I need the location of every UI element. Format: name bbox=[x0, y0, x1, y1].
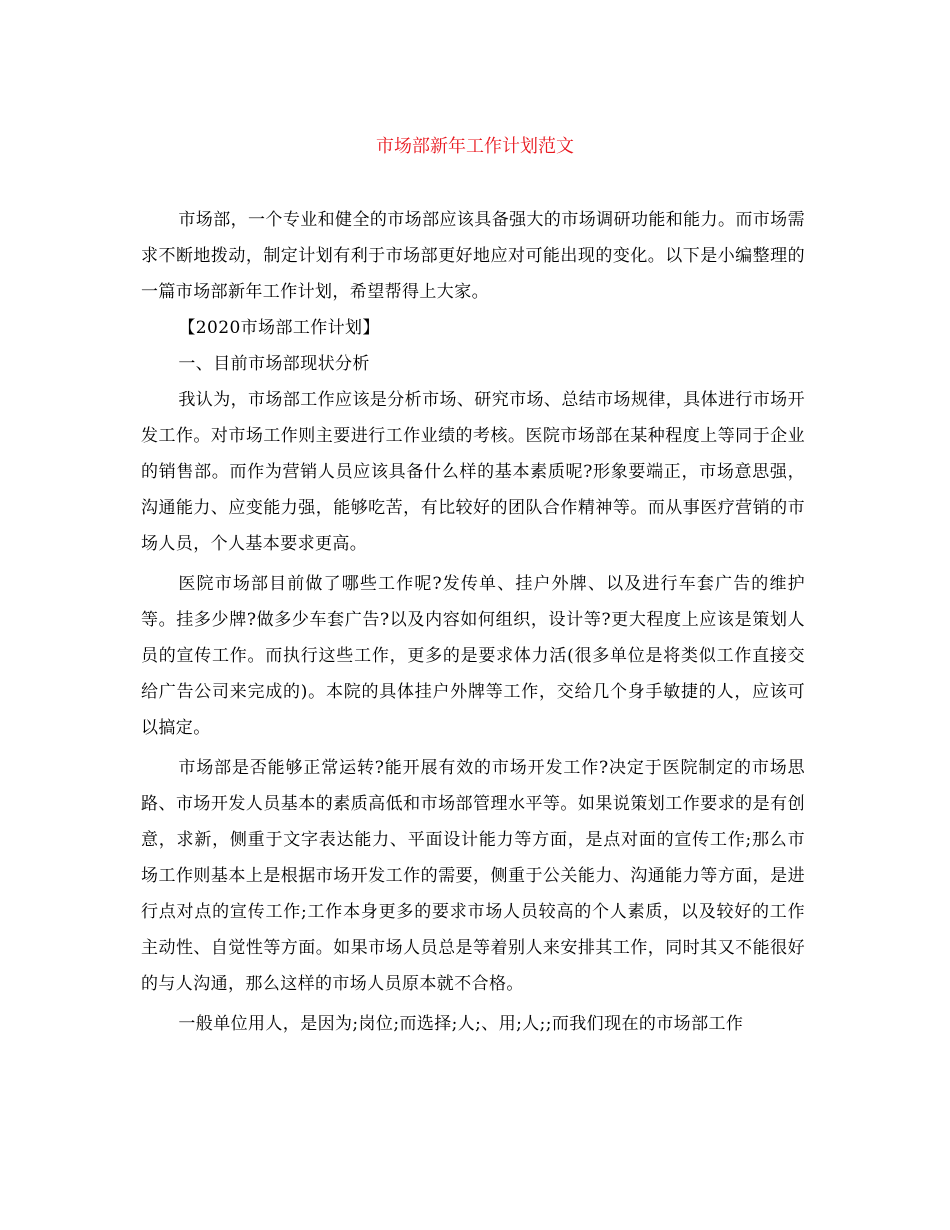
document-title: 市场部新年工作计划范文 bbox=[376, 136, 574, 157]
paragraph-intro: 市场部，一个专业和健全的市场部应该具备强大的市场调研功能和能力。而市场需求不断地拨动，制定计划有利于市场部更好地应对可能出现的变化。以下是小编整理的一篇市场部新年工作计划，希望帮得上大家。 bbox=[141, 210, 805, 302]
paragraph-market-work: 我认为，市场部工作应该是分析市场、研究市场、总结市场规律，具体进行市场开发工作。对市场工作则主要进行工作业绩的考核。医院市场部在某种程度上等同于企业的销售部。而作为营销人员应该具备什么样的基本素质呢?形象要端正，市场意思强，沟通能力、应变能力强，能够吃苦，有比较好的团队合作精神等。而从事医疗营销的市场人员，个人基本要求更高。 bbox=[141, 390, 805, 554]
paragraph-current-work: 医院市场部目前做了哪些工作呢?发传单、挂户外牌、以及进行车套广告的维护等。挂多少牌?做多少车套广告?以及内容如何组织，设计等?更大程度上应该是策划人员的宣传工作。而执行这些工作，更多的是要求体力活(很多单位是将类似工作直接交给广告公司来完成的)。本院的具体挂户外牌等工作，交给几个身手敏捷的人，应该可以搞定。 bbox=[141, 574, 805, 738]
section-heading-analysis: 一、目前市场部现状分析 bbox=[178, 354, 370, 374]
section-heading-plan: 【2020市场部工作计划】 bbox=[178, 318, 380, 338]
document-body bbox=[141, 202, 805, 1042]
paragraph-staffing: 一般单位用人，是因为;岗位;而选择;人;、用;人;;而我们现在的市场部工作 bbox=[178, 1014, 744, 1034]
paragraph-operation: 市场部是否能够正常运转?能开展有效的市场开发工作?决定于医院制定的市场思路、市场开发人员基本的素质高低和市场部管理水平等。如果说策划工作要求的是有创意，求新，侧重于文字表达能力、平面设计能力等方面，是点对面的宣传工作;那么市场工作则基本上是根据市场开发工作的需要，侧重于公关能力、沟通能力等方面，是进行点对点的宣传工作;工作本身更多的要求市场人员较高的个人素质，以及较好的工作主动性、自觉性等方面。如果市场人员总是等着别人来安排其工作，同时其又不能很好的与人沟通，那么这样的市场人员原本就不合格。 bbox=[141, 758, 805, 994]
